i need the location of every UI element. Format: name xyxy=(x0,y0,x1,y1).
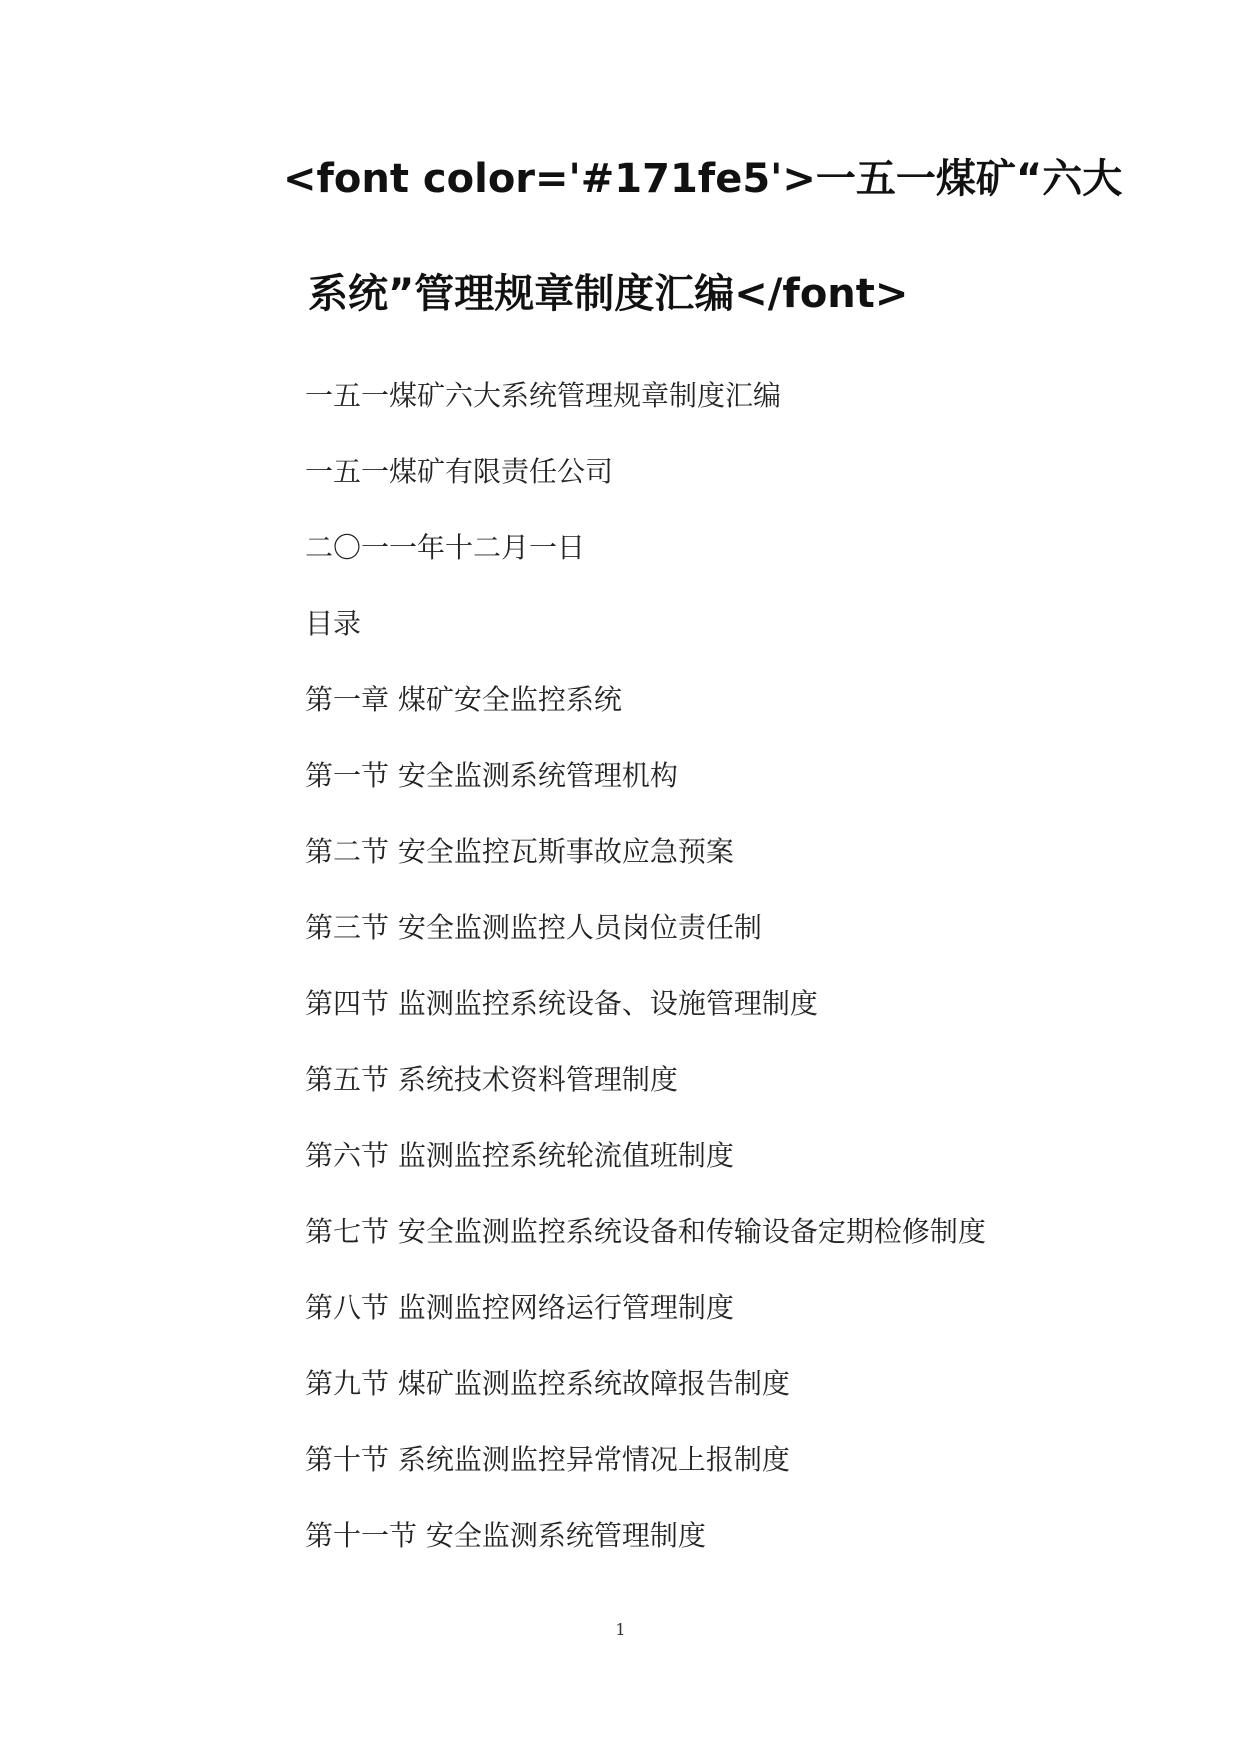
toc-section-7: 第七节 安全监测监控系统设备和传输设备定期检修制度 xyxy=(305,1215,986,1248)
document-title-line-2: 系统”管理规章制度汇编</font> xyxy=(308,271,909,317)
toc-chapter-1: 第一章 煤矿安全监控系统 xyxy=(305,683,622,716)
document-date: 二〇一一年十二月一日 xyxy=(305,531,586,564)
toc-section-9: 第九节 煤矿监测监控系统故障报告制度 xyxy=(305,1367,790,1400)
company-name: 一五一煤矿有限责任公司 xyxy=(305,455,614,488)
toc-section-1: 第一节 安全监测系统管理机构 xyxy=(305,759,678,792)
document-title-line-1: <font color='#171fe5'>一五一煤矿“六大 xyxy=(283,156,1123,202)
toc-section-10: 第十节 系统监测监控异常情况上报制度 xyxy=(305,1443,790,1476)
toc-section-11: 第十一节 安全监测系统管理制度 xyxy=(305,1519,706,1552)
toc-heading: 目录 xyxy=(305,607,362,640)
toc-section-5: 第五节 系统技术资料管理制度 xyxy=(305,1063,678,1096)
toc-section-2: 第二节 安全监控瓦斯事故应急预案 xyxy=(305,835,734,868)
toc-section-6: 第六节 监测监控系统轮流值班制度 xyxy=(305,1139,734,1172)
document-body xyxy=(305,372,986,1588)
toc-section-8: 第八节 监测监控网络运行管理制度 xyxy=(305,1291,734,1324)
page-number: 1 xyxy=(615,1620,626,1639)
toc-section-4: 第四节 监测监控系统设备、设施管理制度 xyxy=(305,987,818,1020)
document-subtitle: 一五一煤矿六大系统管理规章制度汇编 xyxy=(305,379,782,412)
toc-section-3: 第三节 安全监测监控人员岗位责任制 xyxy=(305,911,762,944)
